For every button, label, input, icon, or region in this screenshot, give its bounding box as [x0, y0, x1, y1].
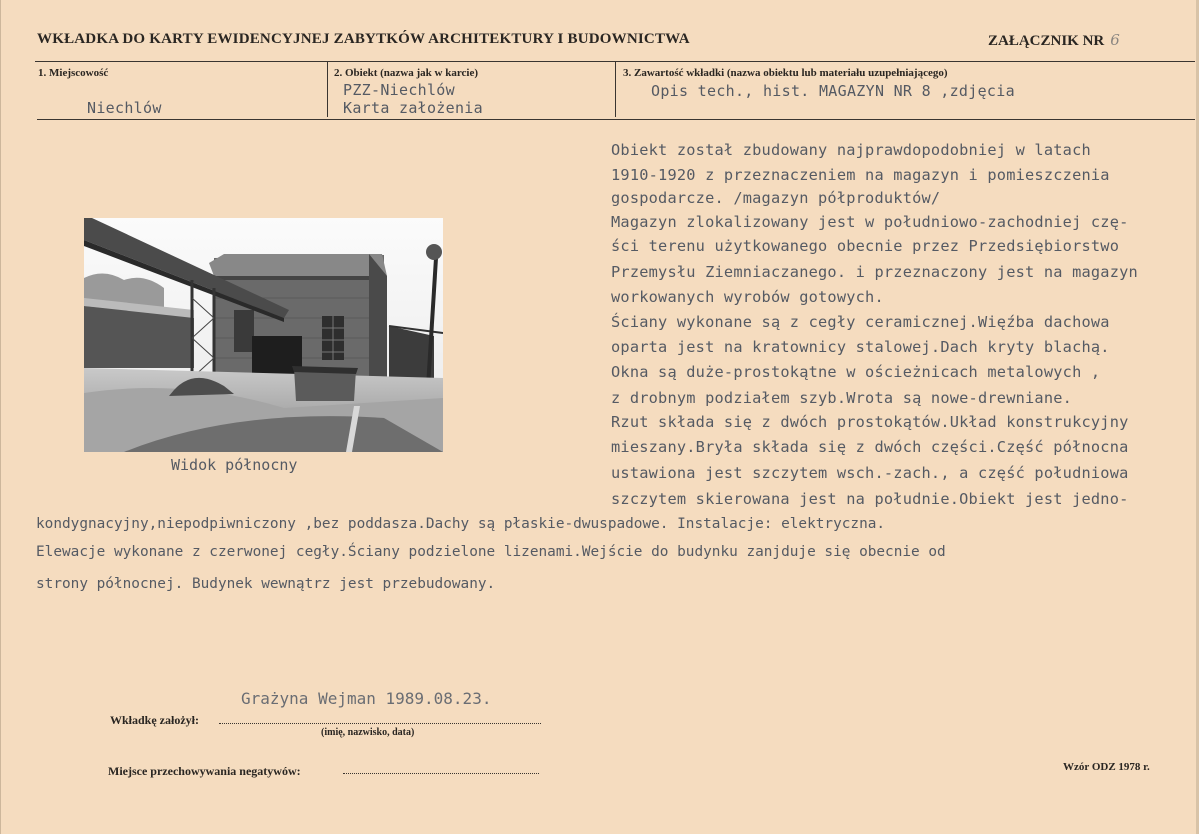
description-line: gospodarcze. /magazyn półproduktów/ [611, 189, 941, 207]
object-value-line2: Karta założenia [343, 99, 483, 117]
description-line: Okna są duże-prostokątne w ościeżnicach metalowych , [611, 363, 1101, 381]
appendix-label: ZAŁĄCZNIK NR [988, 33, 1105, 49]
description-line: strony północnej. Budynek wewnątrz jest przebudowany. [36, 576, 496, 592]
form-code: Wzór ODZ 1978 r. [1063, 761, 1150, 773]
description-line: kondygnacyjny,niepodpiwniczony ,bez poddasza.Dachy są płaskie-dwuspadowe. Instalacje: elektryczna. [36, 516, 886, 532]
appendix-number: 6 [1110, 31, 1120, 49]
description-line: ustawiona jest szczytem wsch.-zach., a część południowa [611, 464, 1129, 482]
contents-value: Opis tech., hist. MAGAZYN NR 8 ,zdjęcia [651, 82, 1015, 100]
building-photo [84, 218, 443, 452]
created-by-line [219, 723, 541, 724]
description-line: workowanych wyrobów gotowych. [611, 288, 884, 306]
locality-value: Niechlów [87, 99, 162, 117]
description-line: szczytem skierowana jest na południe.Obiekt jest jedno- [611, 490, 1129, 508]
description-line: Rzut składa się z dwóch prostokątów.Układ konstrukcyjny [611, 413, 1129, 431]
description-line: Obiekt został zbudowany najprawdopodobniej w latach [611, 141, 1091, 159]
description-line: mieszany.Bryła składa się z dwóch części.Część północna [611, 438, 1129, 456]
description-line: Magazyn zlokalizowany jest w południowo-zachodniej czę- [611, 213, 1129, 231]
photo-caption: Widok północny [171, 456, 298, 474]
created-by-label: Wkładkę założył: [110, 713, 199, 727]
appendix [988, 31, 1120, 50]
signature-date: Grażyna Wejman 1989.08.23. [241, 689, 492, 708]
field-divider-2 [615, 61, 616, 117]
contents-label: 3. Zawartość wkładki (nazwa obiektu lub materiału uzupełniającego) [623, 67, 948, 79]
description-line: 1910-1920 z przeznaczeniem na magazyn i pomieszczenia [611, 166, 1110, 184]
negatives-location-line [343, 773, 539, 774]
object-label: 2. Obiekt (nazwa jak w karcie) [334, 67, 479, 79]
locality-label: 1. Miejscowość [38, 67, 109, 79]
object-value-line1: PZZ-Niechlów [343, 81, 455, 99]
description-line: ści terenu użytkowanego obecnie przez Przedsiębiorstwo [611, 237, 1120, 255]
description-line: Elewacje wykonane z czerwonej cegły.Ściany podzielone lizenami.Wejście do budynku zanjduje się obecnie od [36, 544, 946, 560]
created-by-note: (imię, nazwisko, data) [321, 727, 415, 738]
description-line: Ściany wykonane są z cegły ceramicznej.Więźba dachowa [611, 313, 1110, 331]
description-line: Przemysłu Ziemniaczanego. i przeznaczony jest na magazyn [611, 263, 1138, 281]
description-line: z drobnym podziałem szyb.Wrota są nowe-drewniane. [611, 389, 1073, 407]
field-divider-1 [327, 61, 328, 117]
negatives-location-label: Miejsce przechowywania negatywów: [108, 764, 301, 778]
description-line: oparta jest na kratownicy stalowej.Dach kryty blachą. [611, 338, 1110, 356]
fields-rule [37, 119, 1195, 120]
header-title: WKŁADKA DO KARTY EWIDENCYJNEJ ZABYTKÓW ARCHITEKTURY I BUDOWNICTWA [37, 31, 690, 47]
